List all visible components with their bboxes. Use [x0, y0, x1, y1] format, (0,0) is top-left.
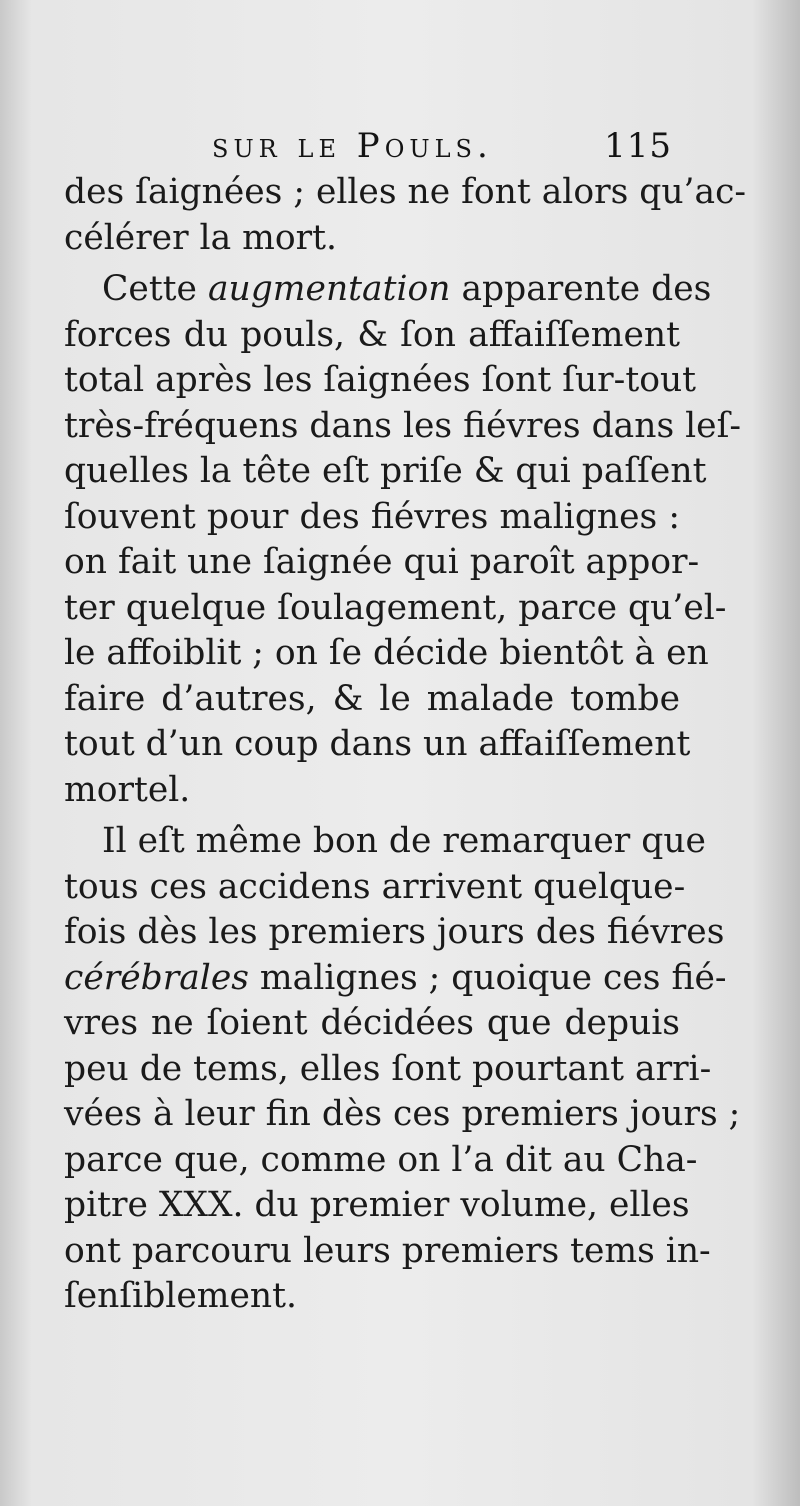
text-line: forces du pouls, & ſon affaiſſement	[64, 314, 680, 355]
text-line: très-fréquens dans les fiévres dans leſ-	[64, 405, 742, 446]
italic-word: cérébrales	[64, 957, 249, 998]
page-header	[200, 122, 680, 170]
text-line: le affoiblit ; on ſe décide bientôt à en	[64, 633, 709, 673]
text-line: Il eſt même bon de remarquer que	[102, 821, 706, 861]
text-line: quelles la tête eſt priſe & qui paſſent	[64, 451, 707, 491]
paragraph-2	[64, 267, 742, 813]
text-line-with-italic	[64, 267, 712, 313]
italic-word: augmentation	[207, 269, 451, 309]
text-line: célérer la mort.	[64, 217, 337, 258]
page-number: 115	[604, 126, 672, 166]
line-prefix: Cette	[102, 269, 208, 309]
text-line: ſenſiblement.	[64, 1276, 297, 1316]
text-line: parce que, comme on l’a dit au Cha-	[64, 1139, 698, 1180]
text-line: des ſaignées ; elles ne font alors qu’ac-	[64, 172, 747, 212]
text-line: vées à leur fin dès ces premiers jours ;	[64, 1094, 741, 1134]
body-text	[64, 170, 747, 1320]
text-line: faire d’autres, & le malade tombe	[64, 678, 680, 719]
text-line: vres ne ſoient décidées que depuis	[64, 1003, 680, 1043]
text-line: ont parcouru leurs premiers tems in-	[64, 1230, 711, 1271]
text-line: mortel.	[64, 769, 191, 810]
text-line: peu de tems, elles ſont pourtant arri-	[64, 1048, 712, 1089]
running-head: sur le Pouls.	[212, 126, 493, 166]
text-line: total après les ſaignées ſont ſur-tout	[64, 360, 697, 400]
text-line: ter quelque ſoulagement, parce qu’el-	[64, 587, 727, 628]
line-suffix: apparente des	[450, 269, 712, 309]
text-line: on fait une ſaignée qui paroît appor-	[64, 542, 700, 582]
text-line-with-italic	[64, 956, 727, 1002]
text-line: tous ces accidens arrivent quelque-	[64, 866, 686, 907]
paragraph-1	[64, 170, 747, 261]
text-line: ſouvent pour des fiévres malignes :	[64, 496, 680, 537]
text-line: fois dès les premiers jours des fiévres	[64, 912, 725, 952]
line-suffix: malignes ; quoique ces fié-	[248, 957, 727, 998]
paragraph-3	[64, 819, 741, 1320]
text-line: pitre XXX. du premier volume, elles	[64, 1185, 690, 1225]
text-line: tout d’un coup dans un affaiſſement	[64, 724, 691, 764]
